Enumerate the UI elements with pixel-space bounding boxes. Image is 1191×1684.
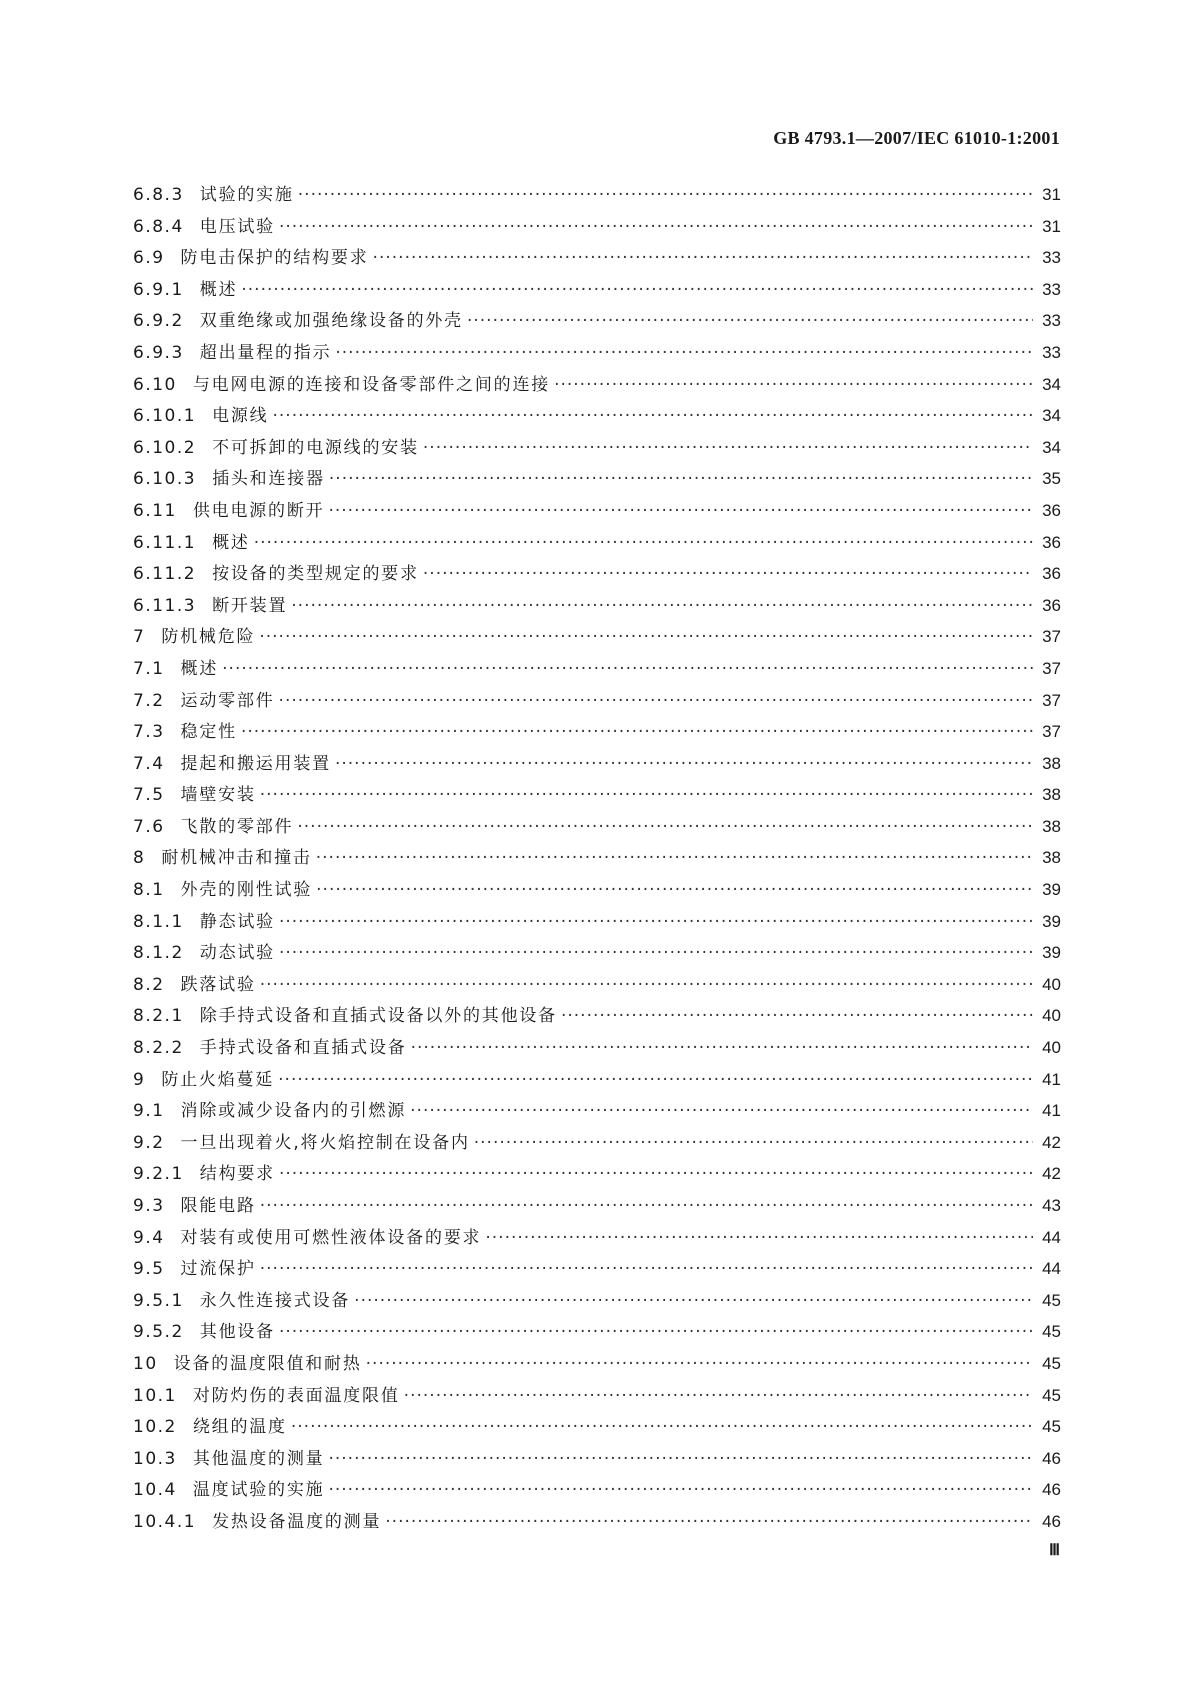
toc-entry — [133, 906, 1061, 938]
toc-entry — [133, 1000, 1061, 1032]
toc-entry-page: 44 — [1042, 1259, 1061, 1279]
table-of-contents — [133, 179, 1061, 1538]
toc-entry-title: 发热设备温度的测量 — [212, 1511, 382, 1532]
toc-entry-title: 绕组的温度 — [192, 1417, 287, 1438]
toc-entry-page: 31 — [1042, 216, 1061, 236]
toc-entry — [133, 1411, 1061, 1443]
toc-entry — [133, 842, 1061, 874]
toc-entry-number: 6.9 — [133, 248, 165, 269]
toc-entry-title: 供电电源的断开 — [192, 500, 325, 521]
toc-entry — [133, 779, 1061, 811]
toc-entry-page: 38 — [1042, 816, 1061, 836]
toc-entry-page: 33 — [1042, 248, 1061, 268]
toc-entry-number: 7 — [133, 627, 146, 648]
toc-dot-leader — [222, 654, 1033, 686]
toc-entry-page: 46 — [1042, 1511, 1061, 1531]
toc-entry — [133, 1506, 1061, 1538]
toc-entry-title: 耐机械冲击和撞击 — [161, 848, 312, 869]
toc-dot-leader — [279, 212, 1033, 244]
toc-entry — [133, 1380, 1061, 1412]
toc-entry-title: 超出量程的指示 — [199, 342, 332, 363]
toc-dot-leader — [467, 306, 1033, 338]
toc-entry-page: 45 — [1042, 1417, 1061, 1437]
toc-entry-number: 6.11 — [133, 500, 177, 521]
toc-entry-page: 45 — [1042, 1353, 1061, 1373]
toc-entry — [133, 621, 1061, 653]
toc-entry — [133, 748, 1061, 780]
toc-entry-number: 7.6 — [133, 816, 165, 837]
toc-entry-number: 9.4 — [133, 1227, 165, 1248]
toc-entry — [133, 463, 1061, 495]
toc-entry-title: 防机械危险 — [161, 627, 256, 648]
toc-entry-page: 33 — [1042, 342, 1061, 362]
toc-entry-title: 概述 — [199, 279, 238, 300]
toc-entry-page: 41 — [1042, 1069, 1061, 1089]
toc-dot-leader — [279, 1159, 1033, 1191]
toc-entry-title: 结构要求 — [199, 1164, 275, 1185]
toc-entry — [133, 1222, 1061, 1254]
toc-entry-number: 6.9.3 — [133, 342, 184, 363]
toc-entry-title: 消除或减少设备内的引燃源 — [180, 1101, 407, 1122]
toc-entry — [133, 242, 1061, 274]
toc-entry-page: 40 — [1042, 974, 1061, 994]
toc-entry-page: 34 — [1042, 437, 1061, 457]
toc-entry-title: 提起和搬运用装置 — [180, 753, 331, 774]
toc-dot-leader — [554, 370, 1033, 402]
toc-entry-page: 33 — [1042, 279, 1061, 299]
toc-entry-number: 10 — [133, 1353, 158, 1374]
toc-entry-title: 动态试验 — [199, 943, 275, 964]
toc-entry-title: 飞散的零部件 — [180, 816, 294, 837]
toc-dot-leader — [260, 1191, 1033, 1223]
toc-entry-title: 插头和连接器 — [212, 469, 325, 490]
toc-entry-title: 电源线 — [212, 406, 269, 427]
toc-entry-page: 42 — [1042, 1164, 1061, 1184]
toc-entry-title: 其他设备 — [199, 1322, 275, 1343]
toc-entry — [133, 1348, 1061, 1380]
toc-dot-leader — [297, 812, 1033, 844]
toc-entry-number: 9 — [133, 1069, 146, 1090]
toc-entry — [133, 369, 1061, 401]
toc-entry-page: 37 — [1042, 690, 1061, 710]
toc-entry-number: 6.11.1 — [133, 532, 197, 553]
toc-entry-title: 防止火焰蔓延 — [161, 1069, 275, 1090]
toc-entry-number: 8 — [133, 848, 146, 869]
toc-dot-leader — [272, 401, 1033, 433]
toc-dot-leader — [404, 1381, 1033, 1413]
toc-dot-leader — [291, 1412, 1033, 1444]
toc-entry-number: 7.1 — [133, 658, 165, 679]
toc-entry-number: 9.2 — [133, 1132, 165, 1153]
toc-entry-title: 外壳的刚性试验 — [180, 880, 313, 901]
toc-entry-title: 永久性连接式设备 — [199, 1290, 351, 1311]
toc-dot-leader — [373, 243, 1033, 275]
toc-entry-number: 8.1 — [133, 880, 165, 901]
toc-entry — [133, 432, 1061, 464]
toc-dot-leader — [328, 1444, 1033, 1476]
toc-entry-page: 37 — [1042, 722, 1061, 742]
toc-dot-leader — [423, 559, 1033, 591]
toc-entry-number: 6.9.2 — [133, 311, 184, 332]
toc-entry-page: 38 — [1042, 848, 1061, 868]
toc-entry-title: 除手持式设备和直插式设备以外的其他设备 — [199, 1006, 557, 1027]
toc-dot-leader — [278, 1065, 1033, 1097]
toc-entry — [133, 211, 1061, 243]
toc-entry — [133, 274, 1061, 306]
toc-entry — [133, 1064, 1061, 1096]
toc-dot-leader — [423, 433, 1033, 465]
toc-entry-title: 与电网电源的连接和设备零部件之间的连接 — [192, 374, 551, 395]
toc-entry-number: 8.2 — [133, 974, 165, 995]
toc-entry-number: 9.5.1 — [133, 1290, 184, 1311]
toc-entry-title: 对装有或使用可燃性液体设备的要求 — [180, 1227, 482, 1248]
toc-entry-number: 8.1.2 — [133, 943, 184, 964]
toc-dot-leader — [328, 496, 1033, 528]
toc-entry-number: 9.5.2 — [133, 1322, 184, 1343]
toc-dot-leader — [316, 875, 1033, 907]
toc-entry-page: 45 — [1042, 1322, 1061, 1342]
toc-entry-number: 10.4 — [133, 1480, 177, 1501]
toc-dot-leader — [241, 275, 1033, 307]
toc-entry — [133, 179, 1061, 211]
toc-entry-title: 跌落试验 — [180, 974, 256, 995]
toc-dot-leader — [385, 1507, 1033, 1539]
toc-dot-leader — [260, 780, 1033, 812]
toc-dot-leader — [298, 180, 1033, 212]
toc-entry — [133, 1474, 1061, 1506]
toc-entry-page: 39 — [1042, 880, 1061, 900]
toc-entry — [133, 590, 1061, 622]
toc-entry — [133, 653, 1061, 685]
toc-entry — [133, 874, 1061, 906]
toc-entry-page: 40 — [1042, 1006, 1061, 1026]
toc-entry-page: 44 — [1042, 1227, 1061, 1247]
toc-entry — [133, 937, 1061, 969]
toc-entry-number: 6.11.2 — [133, 564, 197, 585]
toc-entry-title: 对防灼伤的表面温度限值 — [192, 1385, 400, 1406]
toc-entry — [133, 337, 1061, 369]
toc-entry-number: 9.1 — [133, 1101, 165, 1122]
toc-entry-page: 39 — [1042, 911, 1061, 931]
toc-entry-number: 6.8.4 — [133, 216, 184, 237]
toc-entry-number: 7.3 — [133, 722, 165, 743]
toc-entry-number: 6.11.3 — [133, 595, 197, 616]
toc-entry-number: 6.10.2 — [133, 437, 197, 458]
toc-entry-title: 概述 — [212, 532, 250, 553]
toc-entry-page: 46 — [1042, 1448, 1061, 1468]
toc-entry — [133, 1285, 1061, 1317]
toc-dot-leader — [260, 970, 1033, 1002]
toc-entry-page: 31 — [1042, 185, 1061, 204]
toc-entry-page: 39 — [1042, 943, 1061, 963]
toc-dot-leader — [279, 1317, 1033, 1349]
toc-entry-title: 断开装置 — [212, 595, 288, 616]
toc-entry-number: 7.2 — [133, 690, 165, 711]
toc-entry-number: 9.5 — [133, 1259, 165, 1280]
toc-dot-leader — [316, 843, 1033, 875]
toc-entry-title: 温度试验的实施 — [192, 1480, 325, 1501]
toc-entry-page: 34 — [1042, 406, 1061, 426]
toc-entry — [133, 685, 1061, 717]
toc-entry-title: 静态试验 — [199, 911, 275, 932]
toc-entry-page: 45 — [1042, 1385, 1061, 1405]
toc-entry-number: 6.8.3 — [133, 185, 184, 205]
toc-entry — [133, 811, 1061, 843]
toc-dot-leader — [335, 749, 1033, 781]
toc-entry-number: 10.4.1 — [133, 1511, 197, 1532]
toc-entry — [133, 1032, 1061, 1064]
toc-entry-number: 9.2.1 — [133, 1164, 184, 1185]
toc-entry-title: 墙壁安装 — [180, 785, 256, 806]
toc-dot-leader — [328, 1475, 1033, 1507]
toc-entry-title: 过流保护 — [180, 1259, 256, 1280]
toc-dot-leader — [354, 1286, 1033, 1318]
toc-entry-number: 10.1 — [133, 1385, 177, 1406]
toc-entry-title: 稳定性 — [180, 722, 237, 743]
toc-dot-leader — [366, 1349, 1033, 1381]
toc-entry-title: 防电击保护的结构要求 — [180, 248, 369, 269]
toc-entry — [133, 1190, 1061, 1222]
toc-entry-page: 34 — [1042, 374, 1061, 394]
toc-entry-page: 37 — [1042, 658, 1061, 678]
toc-entry-number: 8.2.1 — [133, 1006, 184, 1027]
toc-entry — [133, 1095, 1061, 1127]
toc-entry — [133, 495, 1061, 527]
toc-entry-number: 9.3 — [133, 1196, 165, 1216]
toc-entry-number: 10.3 — [133, 1448, 177, 1469]
toc-dot-leader — [279, 907, 1033, 939]
toc-dot-leader — [241, 717, 1033, 749]
toc-entry-number: 8.2.2 — [133, 1038, 184, 1059]
toc-dot-leader — [474, 1128, 1033, 1160]
toc-entry-number: 8.1.1 — [133, 911, 184, 932]
toc-entry — [133, 1316, 1061, 1348]
toc-entry-page: 33 — [1042, 311, 1061, 331]
toc-entry-title: 概述 — [180, 658, 219, 679]
toc-entry — [133, 969, 1061, 1001]
toc-entry — [133, 400, 1061, 432]
toc-entry-page: 36 — [1042, 532, 1061, 552]
toc-entry-page: 38 — [1042, 785, 1061, 805]
toc-entry — [133, 527, 1061, 559]
toc-entry-page: 36 — [1042, 500, 1061, 520]
toc-dot-leader — [259, 622, 1033, 654]
toc-dot-leader — [254, 528, 1033, 560]
toc-entry-number: 6.10.1 — [133, 406, 197, 427]
toc-entry-title: 电压试验 — [199, 216, 275, 237]
toc-dot-leader — [260, 1254, 1033, 1286]
toc-entry-title: 运动零部件 — [180, 690, 275, 711]
toc-dot-leader — [561, 1001, 1033, 1033]
toc-entry-number: 10.2 — [133, 1417, 177, 1438]
standard-code-header: GB 4793.1—2007/IEC 61010-1:2001 — [773, 128, 1060, 148]
toc-dot-leader — [335, 338, 1033, 370]
toc-entry-page: 43 — [1042, 1196, 1061, 1215]
toc-entry — [133, 1158, 1061, 1190]
toc-entry — [133, 1253, 1061, 1285]
toc-entry-number: 7.5 — [133, 785, 165, 806]
toc-entry-title: 其他温度的测量 — [192, 1448, 325, 1469]
toc-entry — [133, 1443, 1061, 1475]
toc-entry-page: 37 — [1042, 627, 1061, 647]
toc-entry-number: 6.10.3 — [133, 469, 197, 490]
toc-dot-leader — [485, 1223, 1033, 1255]
toc-entry-title: 限能电路 — [180, 1196, 256, 1216]
toc-entry-title: 双重绝缘或加强绝缘设备的外壳 — [199, 311, 463, 332]
page-number: Ⅲ — [1048, 1542, 1060, 1559]
toc-dot-leader — [279, 686, 1033, 718]
toc-entry-title: 手持式设备和直插式设备 — [199, 1038, 407, 1059]
toc-entry-title: 设备的温度限值和耐热 — [173, 1353, 362, 1374]
toc-entry-page: 46 — [1042, 1480, 1061, 1500]
toc-entry-page: 36 — [1042, 595, 1061, 615]
toc-entry-title: 不可拆卸的电源线的安装 — [212, 437, 419, 458]
toc-entry-number: 6.10 — [133, 374, 177, 395]
toc-entry-title: 一旦出现着火,将火焰控制在设备内 — [180, 1132, 470, 1153]
toc-dot-leader — [411, 1033, 1033, 1065]
toc-entry-page: 35 — [1042, 469, 1061, 489]
toc-entry-number: 7.4 — [133, 753, 165, 774]
toc-entry-page: 38 — [1042, 753, 1061, 773]
toc-entry — [133, 716, 1061, 748]
toc-entry-title: 试验的实施 — [199, 185, 294, 205]
toc-dot-leader — [410, 1096, 1033, 1128]
toc-entry-page: 41 — [1042, 1101, 1061, 1121]
toc-entry-page: 42 — [1042, 1132, 1061, 1152]
toc-entry — [133, 1127, 1061, 1159]
toc-entry-page: 36 — [1042, 564, 1061, 584]
toc-entry-page: 40 — [1042, 1038, 1061, 1058]
toc-dot-leader — [291, 591, 1033, 623]
toc-entry — [133, 305, 1061, 337]
toc-entry-page: 45 — [1042, 1290, 1061, 1310]
toc-entry-title: 按设备的类型规定的要求 — [212, 564, 419, 585]
toc-entry-number: 6.9.1 — [133, 279, 184, 300]
toc-dot-leader — [329, 464, 1033, 496]
toc-dot-leader — [279, 938, 1033, 970]
toc-entry — [133, 558, 1061, 590]
